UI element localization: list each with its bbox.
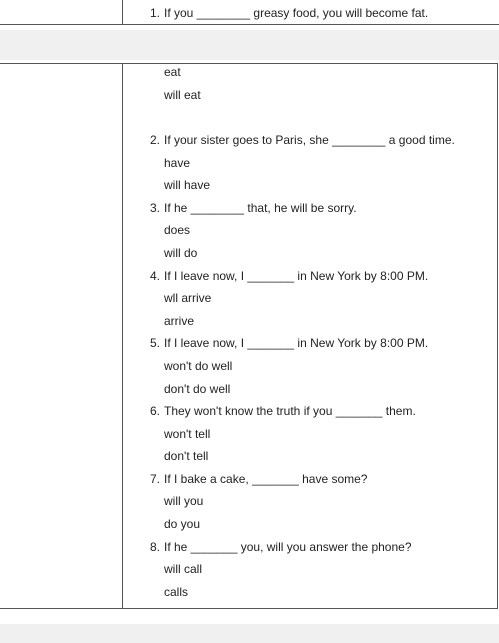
page-gap <box>0 624 499 643</box>
answer-option: don't do well <box>164 382 231 396</box>
answer-option: eat <box>164 65 181 79</box>
question-text: If he ________ that, he will be sorry. <box>164 201 357 215</box>
question-number: 3. <box>149 201 160 215</box>
answer-option: will eat <box>164 88 201 102</box>
answer-option: calls <box>164 585 189 599</box>
answer-option: will call <box>164 562 203 576</box>
answer-option: won't do well <box>164 359 233 373</box>
answer-option: do you <box>164 517 201 531</box>
question-text: If I leave now, I _______ in New York by 8:00 PM. <box>164 336 429 350</box>
question-number: 6. <box>149 404 160 418</box>
table-divider <box>122 0 123 24</box>
worksheet-top-block <box>0 0 499 25</box>
question-text: If I bake a cake, _______ have some? <box>164 472 368 486</box>
question-text: If I leave now, I _______ in New York by 8:00 PM. <box>164 269 429 283</box>
question-number: 2. <box>149 133 160 147</box>
answer-option: don't tell <box>164 449 209 463</box>
answer-option: will you <box>164 494 204 508</box>
answer-option: does <box>164 223 191 237</box>
page-gap <box>0 30 499 60</box>
answer-option: will have <box>164 178 211 192</box>
question-text: If you ________ greasy food, you will become fat. <box>164 6 429 20</box>
answer-option: will do <box>164 246 198 260</box>
answer-option: arrive <box>164 314 195 328</box>
answer-option: have <box>164 156 191 170</box>
question-number: 5. <box>149 336 160 350</box>
answer-option: won't tell <box>164 427 211 441</box>
question-text: If your sister goes to Paris, she ________ a good time. <box>164 133 455 147</box>
answer-option: wll arrive <box>164 291 212 305</box>
question-number: 1. <box>149 6 160 20</box>
question-text: If he _______ you, will you answer the phone? <box>164 540 412 554</box>
question-number: 4. <box>149 269 160 283</box>
question-text: They won't know the truth if you _______ them. <box>164 404 416 418</box>
question-number: 7. <box>149 472 160 486</box>
table-divider <box>122 64 123 608</box>
question-number: 8. <box>149 540 160 554</box>
